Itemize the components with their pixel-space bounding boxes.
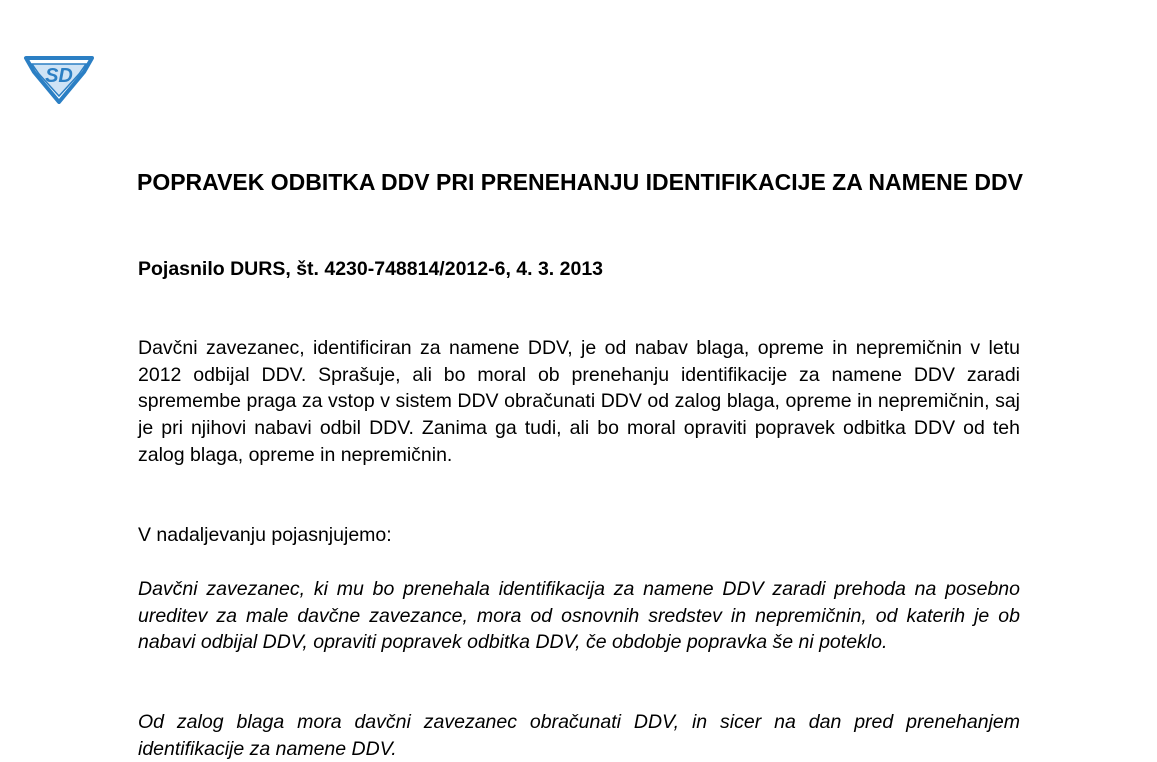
document-title: POPRAVEK ODBITKA DDV PRI PRENEHANJU IDENTIFIKACIJE ZA NAMENE DDV	[136, 169, 1023, 195]
paragraph-answer: Davčni zavezanec, ki mu bo prenehala identifikacija za namene DDV zaradi prehoda na posebno ureditev za male davčne zavezance, mora od osnovnih sredstev in nepremičnin, od katerih je ob nabavi odbijal DDV, opraviti popravek odbitka DDV, če obdobje popravka še ni poteklo.	[138, 578, 1020, 654]
paragraph-answer-continued: Od zalog blaga mora davčni zavezanec obračunati DDV, in sicer na dan pred prenehanjem identifikacije za namene DDV.	[138, 711, 1020, 760]
paragraph-question: Davčni zavezanec, identificiran za namene DDV, je od nabav blaga, opreme in nepremičnin v letu 2012 odbijal DDV. Sprašuje, ali bo moral ob prenehanju identifikacije za namene DDV zaradi spremembe praga za vstop v sistem DDV obračunati DDV od zalog blaga, opreme in nepremičnin, saj je pri njihovi nabavi odbil DDV. Zanima ga tudi, ali bo moral opraviti popravek odbitka DDV od teh zalog blaga, opreme in nepremičnin.	[138, 337, 1020, 466]
logo-text: SD	[45, 65, 73, 87]
paragraph-intro: V nadaljevanju pojasnjujemo:	[138, 524, 392, 546]
document-subtitle: Pojasnilo DURS, št. 4230-748814/2012-6, 4. 3. 2013	[138, 258, 604, 280]
sd-shield-logo-icon	[22, 50, 96, 104]
